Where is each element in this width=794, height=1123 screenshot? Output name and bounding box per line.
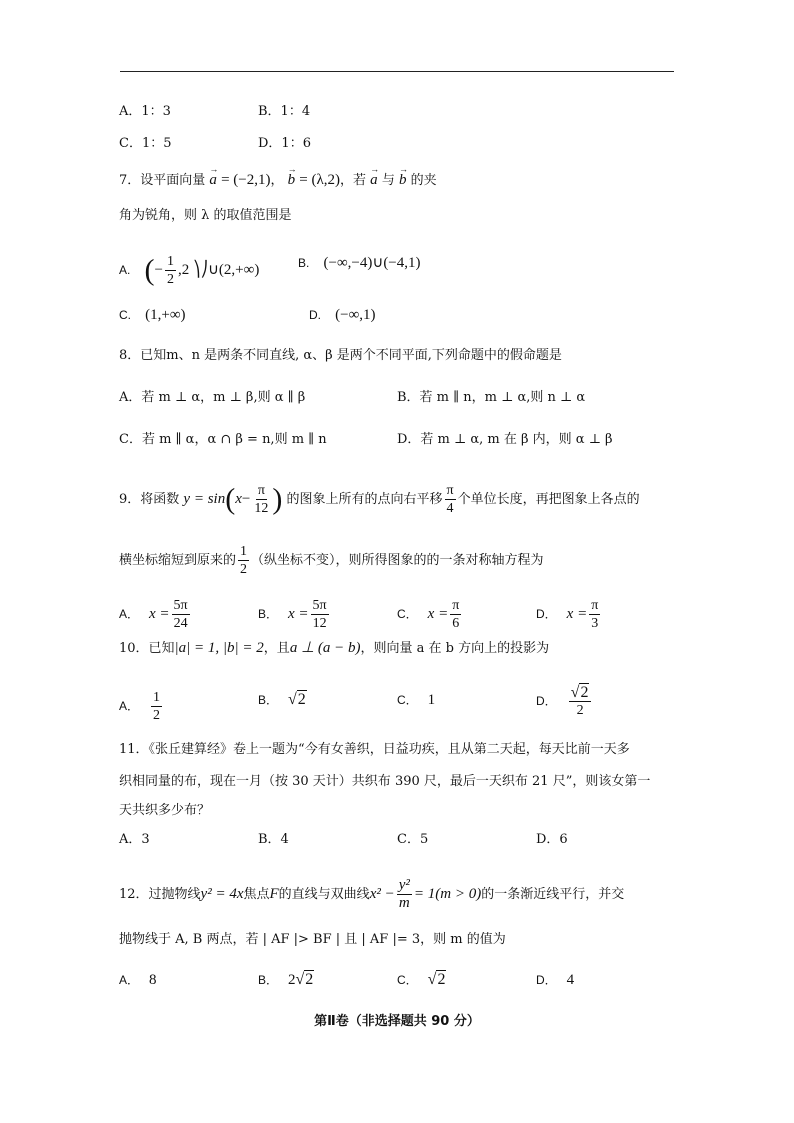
q6-option-c: C．1：5 [119,136,172,151]
q12-option-d [536,970,574,991]
q7-opt-d-label: D. [309,308,321,322]
q10-opt-a-label: A． [119,699,140,713]
q10-text-pre: 10．已知 [119,641,175,656]
q12-hyp-pre: x² − [369,886,395,902]
q12-opt-b-label: B． [258,973,279,987]
q7-a-def: = (−2,1) [221,172,271,188]
q7-minus: − [154,262,163,278]
section-title: 第Ⅱ卷（非选择题共 90 分） [314,1014,480,1029]
vector-b-2: → b [399,170,407,190]
q9-line2 [119,543,544,578]
q6-option-a: A．1：3 [119,104,171,119]
q7-text-and: 与 [381,173,395,188]
q9-opt-b-label: B． [258,607,279,621]
q10-text-post: ，则向量 a 在 b 方向上的投影为 [360,641,550,656]
q11-line1: 11．《张丘建算经》卷上一题为“今有女善织，日益功疾，且从第二天起，每天比前一天多 [119,742,630,757]
q12-parabola: y² = 4x [200,886,244,902]
q9-frac-pi12: $\frac{\pi}{12}$ [254,483,269,516]
q12-option-b [258,970,314,991]
q11-line2: 织相同量的布，现在一月（按 30 天计）共织布 390 尺，最后一天织布 21 尺”，则该女第一 [119,774,651,789]
q12-hyp-post: = 1(m > 0) [413,886,482,902]
q9-opt-a-frac: $\frac{5\pi}{24}$ [173,598,188,631]
q9-opt-b-frac: $\frac{5\pi}{12}$ [312,598,327,631]
q10-option-b [258,690,307,711]
q9-paren-close: ) [272,482,283,516]
q9-xeq: x = [288,606,309,622]
q10-option-a [119,689,164,724]
q7-opt-c-label: C. [119,308,131,322]
q9-opt-a-label: A． [119,607,140,621]
q7-line2: 角为锐角，则 λ 的取值范围是 [119,208,292,223]
q9-option-d [536,597,602,632]
q7-option-d [309,305,376,326]
q9-frac-half: $\frac{1}{2}$ [240,544,248,577]
q12-stem [119,877,624,912]
q11-line3: 天共织多少布？ [119,803,211,818]
q12-opt-a-value: 8 [149,972,157,988]
q7-paren-open: ( [144,253,155,287]
q12-opt-c-label: C． [397,973,418,987]
q10-perp: a ⊥ (a − b) [289,640,361,656]
vector-b: → b [288,170,296,190]
q9-xeq: x = [566,606,588,622]
q9-opt-d-label: D． [536,607,557,621]
q7-comma: ， [270,173,284,188]
q8-option-a: A．若 m ⊥ α，m ⊥ β,则 α ∥ β [119,390,306,405]
q7-opt-b-label: B. [298,256,310,270]
q9-x: x [235,491,242,507]
q10-opt-c-value: 1 [427,692,436,708]
q10-opt-b-label: B． [258,693,279,707]
q7-b-def: = (λ,2) [299,172,341,188]
q7-frac-half: $\frac{1}{2}$ [166,254,174,287]
q10-opt-b-sqrt: √2 [288,691,306,708]
q7-text-end: 的夹 [410,173,437,188]
q10-cond: |a| = 1, |b| = 2 [174,640,264,656]
q7-option-b [298,253,421,274]
vector-a-2: → a [370,170,378,190]
q9-stem [119,482,640,517]
q12-option-a [119,970,157,991]
q9-minus: − [241,491,251,507]
q7-opt-d-value: (−∞,1) [335,307,376,323]
header-rule [120,71,674,72]
q7-option-c [119,305,186,326]
q9-option-c [397,597,463,632]
q9-line2-pre: 横坐标缩短到原来的 [119,553,237,568]
q12-text-pre: 12．过抛物线 [119,887,201,902]
q11-option-c: C．5 [397,832,429,847]
q12-text-mid: 焦点 [243,887,270,902]
vector-a: → a [209,170,217,190]
q12-opt-c-sqrt: √2 [427,971,446,988]
q12-opt-b-coef: 2 [288,972,296,988]
q12-hyp-frac: $\frac{\text{y²}}{m}$ [398,877,410,911]
q9-option-a [119,597,192,632]
q12-opt-d-value: 4 [566,972,575,988]
q10-opt-a-frac: $\frac{1}{2}$ [153,690,161,723]
q11-option-a: A．3 [119,832,150,847]
q12-focus: F [269,886,279,902]
q12-option-c [397,970,446,991]
q8-option-b: B．若 m ∥ n，m ⊥ α,则 n ⊥ α [397,390,586,405]
q12-opt-a-label: A． [119,973,140,987]
q7-text-mid: ，若 [340,173,367,188]
q9-frac-pi4: $\frac{\pi}{4}$ [446,483,454,516]
q10-opt-d-label: D． [536,694,557,708]
q9-opt-c-label: C． [397,607,418,621]
q8-stem: 8．已知m、n 是两条不同直线, α、β 是两个不同平面,下列命题中的假命题是 [119,348,562,363]
q9-opt-d-frac: $\frac{\pi}{3}$ [591,598,599,631]
q7-opt-a-tail: ,2 ⎞⎠∪(2,+∞) [177,262,260,278]
q7-opt-a-label: A. [119,263,131,277]
q9-xeq: x = [149,606,170,622]
q6-option-d: D．1：6 [258,136,311,151]
q9-text-mid: 的图象上所有的点向右平移 [286,492,443,507]
q9-xeq: x = [427,606,449,622]
q7-option-a [119,253,259,288]
q9-line2-post: （纵坐标不变），则所得图象的的一条对称轴方程为 [251,553,544,568]
q7-opt-b-value: (−∞,−4)∪(−4,1) [323,255,421,271]
q10-stem [119,638,549,659]
q6-option-b: B．1：4 [258,104,311,119]
q10-text-mid: ，且 [263,641,290,656]
q7-opt-c-value: (1,+∞) [145,307,186,323]
q10-option-d [536,684,593,719]
q12-text-mid2: 的直线与双曲线 [278,887,370,902]
q12-opt-d-label: D． [536,973,557,987]
q7-stem [119,170,437,191]
q10-opt-d-frac: $\frac{√2}{2}$ [569,684,592,719]
q12-text-post: 的一条渐近线平行，并交 [481,887,625,902]
q9-option-b [258,597,331,632]
q8-option-c: C．若 m ∥ α，α ∩ β = n,则 m ∥ n [119,432,327,447]
q8-option-d: D．若 m ⊥ α, m 在 β 内，则 α ⊥ β [397,432,613,447]
q9-func: y = sin [183,491,226,507]
q12-opt-b-sqrt: √2 [295,971,314,988]
q12-line2: 抛物线于 A, B 两点，若 | AF |> BF | 且 | AF |= 3，则 m 的值为 [119,932,506,947]
q11-option-b: B．4 [258,832,289,847]
q9-text-post: 个单位长度，再把图象上各点的 [457,492,640,507]
q9-text-pre: 9．将函数 [119,492,180,507]
q11-option-d: D．6 [536,832,568,847]
q9-paren-open: ( [225,482,236,516]
q10-opt-c-label: C． [397,693,418,707]
q9-opt-c-frac: $\frac{\pi}{6}$ [452,598,460,631]
q10-option-c [397,690,435,711]
q7-text-pre: 7．设平面向量 [119,173,206,188]
